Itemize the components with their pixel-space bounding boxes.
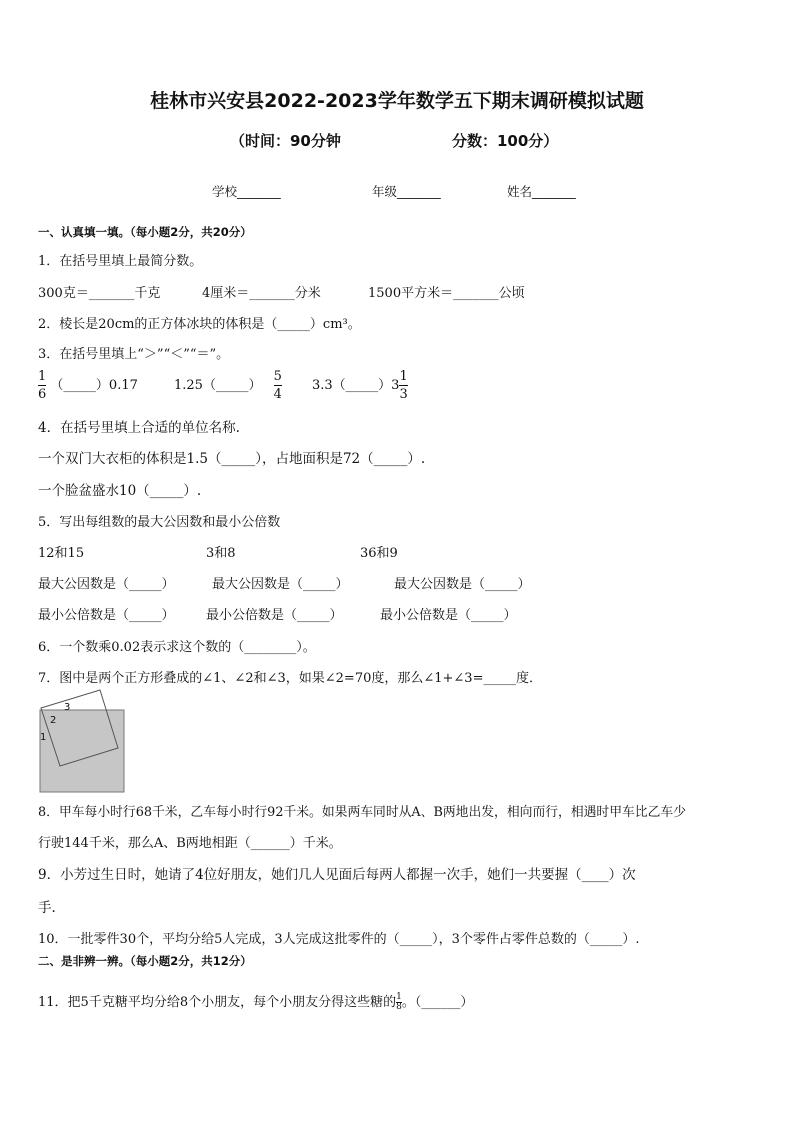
fraction-1-8: $\frac{1}{8}$ [396, 992, 402, 1012]
exam-time: （时间：90分钟 [230, 132, 341, 150]
question-4: 4．在括号里填上合适的单位名称. [38, 420, 240, 436]
angle-label-1: 1 [40, 732, 47, 743]
question-6: 6．一个数乘0.02表示求这个数的（________）。 [38, 640, 316, 655]
q3-part-a: $\frac{1}{6}$ （_____）0.17 [38, 369, 138, 402]
q5-lcm-3: 最小公倍数是（_____） [380, 608, 517, 623]
question-8-line-2: 行驶144千米，那么A、B两地相距（______）千米。 [38, 836, 342, 851]
fraction-5-4: $\frac{5}{4}$ [273, 369, 282, 402]
question-11: 11．把5千克糖平均分给8个小朋友，每个小朋友分得这些糖的 $\frac{1}{8}$ 。（______） [38, 992, 474, 1012]
section-2-heading: 二、是非辨一辨。（每小题2分，共12分） [38, 954, 252, 968]
q4-line-2: 一个脸盆盛水10（_____）. [38, 483, 202, 499]
overlapping-squares-figure [38, 688, 128, 794]
name-field: 姓名_______ [507, 184, 576, 199]
angle-label-2: 2 [50, 715, 57, 726]
question-1: 1．在括号里填上最简分数。 [38, 254, 203, 269]
q5-group-3: 36和9 [360, 546, 398, 561]
q5-gcd-1: 最大公因数是（_____） [38, 577, 175, 592]
fraction-1-6: $\frac{1}{6}$ [38, 369, 47, 402]
q5-lcm-2: 最小公倍数是（_____） [206, 608, 343, 623]
question-9-line-1: 9．小芳过生日时，她请了4位好朋友，她们几人见面后每两人都握一次手，她们一共要握（____）次 [38, 867, 636, 883]
q5-lcm-1: 最小公倍数是（_____） [38, 608, 175, 623]
q1-part-b: 4厘米＝_______分米 [202, 286, 321, 301]
question-5: 5．写出每组数的最大公因数和最小公倍数 [38, 515, 281, 530]
q5-group-2: 3和8 [206, 546, 236, 561]
page-title: 桂林市兴安县2022-2023学年数学五下期末调研模拟试题 [150, 90, 644, 112]
question-8-line-1: 8．甲车每小时行68千米，乙车每小时行92千米。如果两车同时从A、B两地出发，相向而行，相遇时甲车比乙车少 [38, 805, 687, 820]
q1-part-a: 300克＝_______千克 [38, 286, 161, 301]
q3-part-c: 3.3（_____）3 $\frac{1}{3}$ [312, 369, 408, 402]
q4-line-1: 一个双门大衣柜的体积是1.5（_____），占地面积是72（_____）. [38, 451, 426, 467]
q5-gcd-2: 最大公因数是（_____） [212, 577, 349, 592]
grade-field: 年级_______ [372, 184, 441, 199]
q3-part-b: 1.25（_____） $\frac{5}{4}$ [174, 369, 282, 402]
school-field: 学校_______ [212, 184, 281, 199]
question-9-line-2: 手. [38, 900, 56, 916]
question-7: 7．图中是两个正方形叠成的∠1、∠2和∠3，如果∠2=70度，那么∠1+∠3=_____度． [38, 671, 542, 686]
q5-group-1: 12和15 [38, 546, 85, 561]
section-1-heading: 一、认真填一填。（每小题2分，共20分） [38, 225, 252, 239]
question-10: 10．一批零件30个，平均分给5人完成，3人完成这批零件的（_____），3个零件占零件总数的（_____）. [38, 932, 640, 947]
question-3: 3．在括号里填上“＞”“＜”“＝”。 [38, 347, 230, 362]
exam-score: 分数：100分） [452, 132, 559, 150]
q5-gcd-3: 最大公因数是（_____） [394, 577, 531, 592]
fraction-1-3: $\frac{1}{3}$ [399, 369, 408, 402]
angle-label-3: 3 [64, 702, 71, 713]
q1-part-c: 1500平方米＝_______公顷 [368, 286, 525, 301]
question-2: 2．棱长是20cm的正方体冰块的体积是（_____）cm³。 [38, 317, 361, 332]
